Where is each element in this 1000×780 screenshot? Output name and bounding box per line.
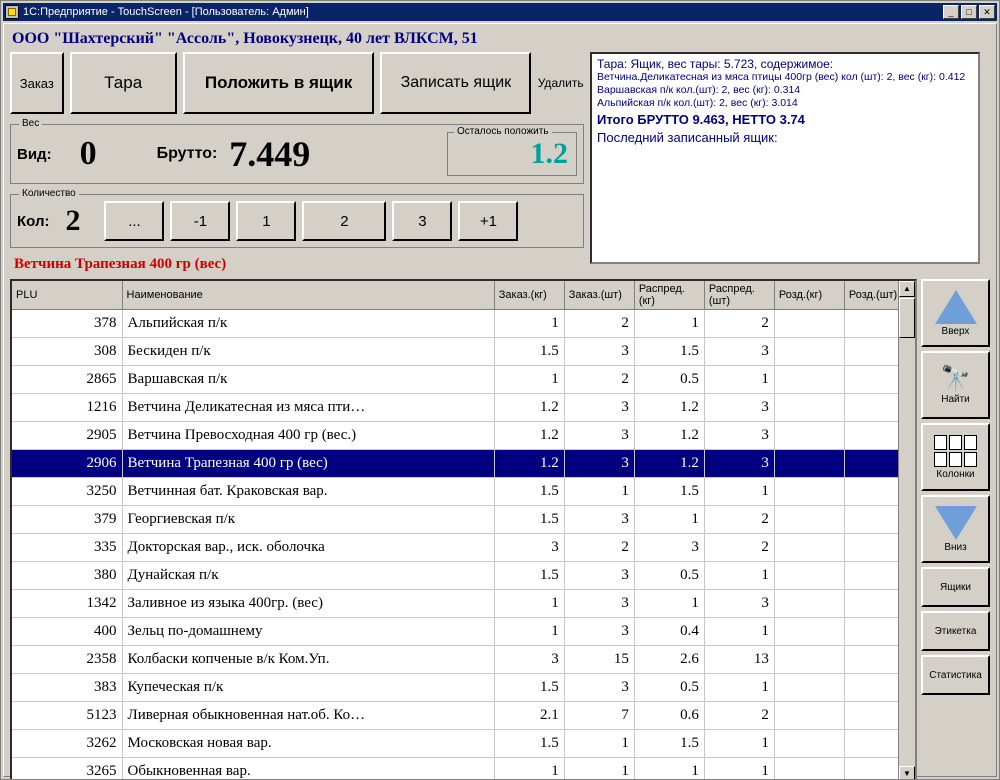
column-header-distributed-pcs[interactable]: Распред.(шт) [704,281,774,310]
cell-distributed-kg: 1.5 [634,478,704,506]
cell-name: Варшавская п/к [122,366,494,394]
column-header-distributed-kg[interactable]: Распред.(кг) [634,281,704,310]
kol-value: 2 [65,204,81,237]
table-row[interactable] [12,646,915,674]
cell-plu: 2905 [12,422,122,450]
cell-order-pcs: 2 [564,310,634,338]
table-row[interactable] [12,338,915,366]
cell-retail-kg [774,562,844,590]
title-bar [3,3,997,21]
find-button-label: Найти [941,393,970,405]
cell-plu: 2906 [12,450,122,478]
order-button[interactable]: Заказ [10,52,64,114]
cell-plu: 3262 [12,730,122,758]
cell-retail-kg [774,758,844,780]
cell-plu: 5123 [12,702,122,730]
last-written-box: Последний записанный ящик: [597,130,778,145]
cell-distributed-kg: 1.2 [634,450,704,478]
vid-value: 0 [79,135,97,172]
quantity-group-label: Количество [19,188,79,199]
main-content [3,23,997,777]
cell-distributed-pcs: 1 [704,366,774,394]
cell-order-pcs: 1 [564,478,634,506]
up-button-label: Вверх [941,325,970,337]
cell-order-kg: 1.5 [494,674,564,702]
cell-order-kg: 1 [494,758,564,780]
cell-order-kg: 1.2 [494,450,564,478]
cell-order-kg: 1.5 [494,338,564,366]
cell-distributed-pcs: 2 [704,702,774,730]
cell-plu: 1342 [12,590,122,618]
cell-distributed-kg: 0.6 [634,702,704,730]
cell-distributed-pcs: 1 [704,758,774,780]
column-header-retail-pcs[interactable]: Розд.(шт) [844,281,914,310]
columns-button[interactable] [921,423,990,491]
table-row[interactable] [12,618,915,646]
cell-order-pcs: 3 [564,590,634,618]
cell-plu: 380 [12,562,122,590]
column-header-name[interactable]: Наименование [122,281,494,310]
cell-plu: 2865 [12,366,122,394]
vid-label: Вид: [17,145,52,163]
table-row[interactable] [12,702,915,730]
maximize-button[interactable]: □ [961,5,977,19]
cell-name: Альпийская п/к [122,310,494,338]
box-total: Итого БРУТТО 9.463, НЕТТО 3.74 [597,112,805,127]
action-toolbar [10,52,584,114]
vertical-scrollbar[interactable] [898,281,915,780]
box-content-line-1: Ветчина.Деликатесная из мяса птицы 400гр (вес) кол (шт): 2, вес (кг): 0.412 [597,71,966,83]
column-header-plu[interactable]: PLU [12,281,122,310]
cell-order-kg: 1.2 [494,422,564,450]
window-title: 1С:Предприятие - TouchScreen - [Пользователь: Админ] [23,6,309,18]
cell-order-kg: 2.1 [494,702,564,730]
delete-button[interactable]: Удалить [537,76,584,90]
cell-order-kg: 1.2 [494,394,564,422]
cell-name: Зельц по-домашнему [122,618,494,646]
table-row[interactable] [12,366,915,394]
cell-name: Ветчина Трапезная 400 гр (вес) [122,450,494,478]
table-row[interactable] [12,674,915,702]
cell-distributed-kg: 1.5 [634,730,704,758]
table-row[interactable] [12,730,915,758]
binoculars-icon: 🔭 [940,364,971,392]
tara-button[interactable]: Тара [70,52,177,114]
cell-order-pcs: 3 [564,450,634,478]
cell-distributed-pcs: 3 [704,450,774,478]
cell-distributed-pcs: 3 [704,422,774,450]
scroll-down-page-button[interactable] [921,495,990,563]
boxes-button[interactable]: Ящики [921,567,990,607]
cell-order-pcs: 1 [564,758,634,780]
cell-plu: 383 [12,674,122,702]
kol-label: Кол: [17,212,50,230]
cell-order-kg: 1.5 [494,562,564,590]
cell-plu: 308 [12,338,122,366]
table-row[interactable] [12,506,915,534]
cell-order-kg: 1.5 [494,478,564,506]
cell-distributed-kg: 3 [634,534,704,562]
cell-distributed-kg: 1.2 [634,394,704,422]
cell-plu: 335 [12,534,122,562]
table-row[interactable] [12,450,915,478]
cell-order-pcs: 2 [564,534,634,562]
minimize-button[interactable]: _ [943,5,959,19]
cell-plu: 379 [12,506,122,534]
cell-name: Ветчинная бат. Краковская вар. [122,478,494,506]
cell-order-kg: 1 [494,366,564,394]
cell-order-pcs: 3 [564,422,634,450]
cell-retail-kg [774,534,844,562]
cell-distributed-kg: 1 [634,758,704,780]
cell-distributed-kg: 0.5 [634,562,704,590]
qty-button-1[interactable]: 1 [236,201,296,241]
cell-distributed-pcs: 1 [704,674,774,702]
cell-distributed-pcs: 2 [704,534,774,562]
cell-name: Ветчина Превосходная 400 гр (вес.) [122,422,494,450]
put-in-box-button[interactable]: Положить в ящик [183,52,375,114]
cell-distributed-pcs: 2 [704,310,774,338]
cell-order-kg: 3 [494,534,564,562]
table-row[interactable] [12,422,915,450]
columns-button-label: Колонки [936,468,975,480]
cell-order-pcs: 3 [564,338,634,366]
cell-order-kg: 3 [494,646,564,674]
table-row[interactable] [12,534,915,562]
cell-distributed-pcs: 2 [704,506,774,534]
table-body [12,310,915,780]
scroll-up-page-button[interactable] [921,279,990,347]
cell-retail-kg [774,646,844,674]
table-row[interactable] [12,590,915,618]
quantity-group [10,188,584,248]
cell-order-kg: 1.5 [494,730,564,758]
scroll-up-button[interactable]: ▲ [899,281,915,297]
triangle-up-icon [935,290,977,324]
cell-order-kg: 1.5 [494,506,564,534]
cell-order-pcs: 3 [564,394,634,422]
box-contents-panel [590,52,980,264]
box-content-line-2: Варшавская п/к кол.(шт): 2, вес (кг): 0.314 [597,84,801,96]
weight-group [10,118,584,184]
cell-name: Колбаски копченые в/к Ком.Уп. [122,646,494,674]
cell-name: Ветчина Деликатесная из мяса пти… [122,394,494,422]
cell-retail-kg [774,478,844,506]
column-header-order-kg[interactable]: Заказ.(кг) [494,281,564,310]
box-content-line-3: Альпийская п/к кол.(шт): 2, вес (кг): 3.014 [597,97,798,109]
remaining-label: Осталось положить [454,126,552,137]
cell-retail-kg [774,366,844,394]
cell-name: Московская новая вар. [122,730,494,758]
cell-order-pcs: 7 [564,702,634,730]
products-table [12,281,915,780]
products-table-container[interactable] [10,279,917,780]
cell-distributed-kg: 1.5 [634,338,704,366]
cell-name: Докторская вар., иск. оболочка [122,534,494,562]
cell-distributed-kg: 1.2 [634,422,704,450]
cell-plu: 3265 [12,758,122,780]
cell-distributed-kg: 1 [634,310,704,338]
cell-order-kg: 1 [494,590,564,618]
scroll-down-button[interactable]: ▼ [899,766,915,780]
cell-retail-kg [774,450,844,478]
cell-retail-kg [774,422,844,450]
cell-order-pcs: 3 [564,618,634,646]
qty-button-ellipsis[interactable]: ... [104,201,164,241]
close-button[interactable]: ✕ [979,5,995,19]
cell-distributed-kg: 0.5 [634,674,704,702]
cell-distributed-kg: 2.6 [634,646,704,674]
cell-distributed-pcs: 3 [704,394,774,422]
cell-name: Бескиден п/к [122,338,494,366]
column-header-retail-kg[interactable]: Розд.(кг) [774,281,844,310]
selected-product-title: Ветчина Трапезная 400 гр (вес) [14,256,227,272]
cell-name: Дунайская п/к [122,562,494,590]
cell-distributed-pcs: 3 [704,338,774,366]
top-area [10,52,990,277]
cell-distributed-pcs: 13 [704,646,774,674]
cell-distributed-kg: 0.5 [634,366,704,394]
cell-order-pcs: 2 [564,366,634,394]
cell-retail-kg [774,506,844,534]
columns-icon [934,435,978,467]
cell-distributed-pcs: 1 [704,730,774,758]
cell-name: Купеческая п/к [122,674,494,702]
window-controls [943,5,995,19]
cell-retail-kg [774,338,844,366]
cell-name: Ливерная обыкновенная нат.об. Ко… [122,702,494,730]
cell-retail-kg [774,730,844,758]
table-row[interactable] [12,394,915,422]
statistics-button[interactable]: Статистика [921,655,990,695]
write-box-button[interactable]: Записать ящик [380,52,531,114]
cell-order-pcs: 3 [564,562,634,590]
qty-button-3[interactable]: 3 [392,201,452,241]
company-header: ООО "Шахтерский" "Ассоль", Новокузнецк, 40 лет ВЛКСМ, 51 [12,30,478,47]
table-row[interactable] [12,478,915,506]
column-header-order-pcs[interactable]: Заказ.(шт) [564,281,634,310]
table-row[interactable] [12,310,915,338]
label-button[interactable]: Этикетка [921,611,990,651]
triangle-down-icon [935,506,977,540]
remaining-group [447,126,577,176]
cell-retail-kg [774,590,844,618]
cell-retail-kg [774,310,844,338]
qty-button-plus1[interactable]: +1 [458,201,518,241]
app-icon [5,5,19,19]
side-button-bar [921,279,990,780]
cell-distributed-pcs: 1 [704,562,774,590]
down-button-label: Вниз [944,541,967,553]
cell-order-pcs: 15 [564,646,634,674]
cell-name: Георгиевская п/к [122,506,494,534]
cell-order-kg: 1 [494,310,564,338]
cell-retail-kg [774,394,844,422]
table-area [10,279,990,780]
cell-plu: 2358 [12,646,122,674]
cell-order-kg: 1 [494,618,564,646]
cell-plu: 400 [12,618,122,646]
cell-distributed-pcs: 3 [704,590,774,618]
cell-order-pcs: 3 [564,674,634,702]
cell-distributed-kg: 0.4 [634,618,704,646]
cell-plu: 378 [12,310,122,338]
box-contents-title: Тара: Ящик, вес тары: 5.723, содержимое: [597,57,834,71]
table-row[interactable] [12,758,915,780]
cell-distributed-pcs: 1 [704,618,774,646]
brutto-value: 7.449 [229,134,311,174]
cell-order-pcs: 3 [564,506,634,534]
cell-distributed-kg: 1 [634,506,704,534]
table-header-row [12,281,915,310]
cell-order-pcs: 1 [564,730,634,758]
cell-plu: 3250 [12,478,122,506]
cell-retail-kg [774,702,844,730]
cell-distributed-kg: 1 [634,590,704,618]
qty-button-minus1[interactable]: -1 [170,201,230,241]
cell-plu: 1216 [12,394,122,422]
cell-retail-kg [774,618,844,646]
cell-distributed-pcs: 1 [704,478,774,506]
table-row[interactable] [12,562,915,590]
find-button[interactable] [921,351,990,419]
cell-name: Обыкновенная вар. [122,758,494,780]
left-panel [10,52,584,277]
cell-name: Заливное из языка 400гр. (вес) [122,590,494,618]
cell-retail-kg [774,674,844,702]
brutto-label: Брутто: [156,145,218,162]
weight-group-label: Вес [19,118,42,129]
qty-button-2[interactable]: 2 [302,201,386,241]
scrollbar-thumb[interactable] [899,298,915,338]
remaining-value: 1.2 [530,137,568,170]
